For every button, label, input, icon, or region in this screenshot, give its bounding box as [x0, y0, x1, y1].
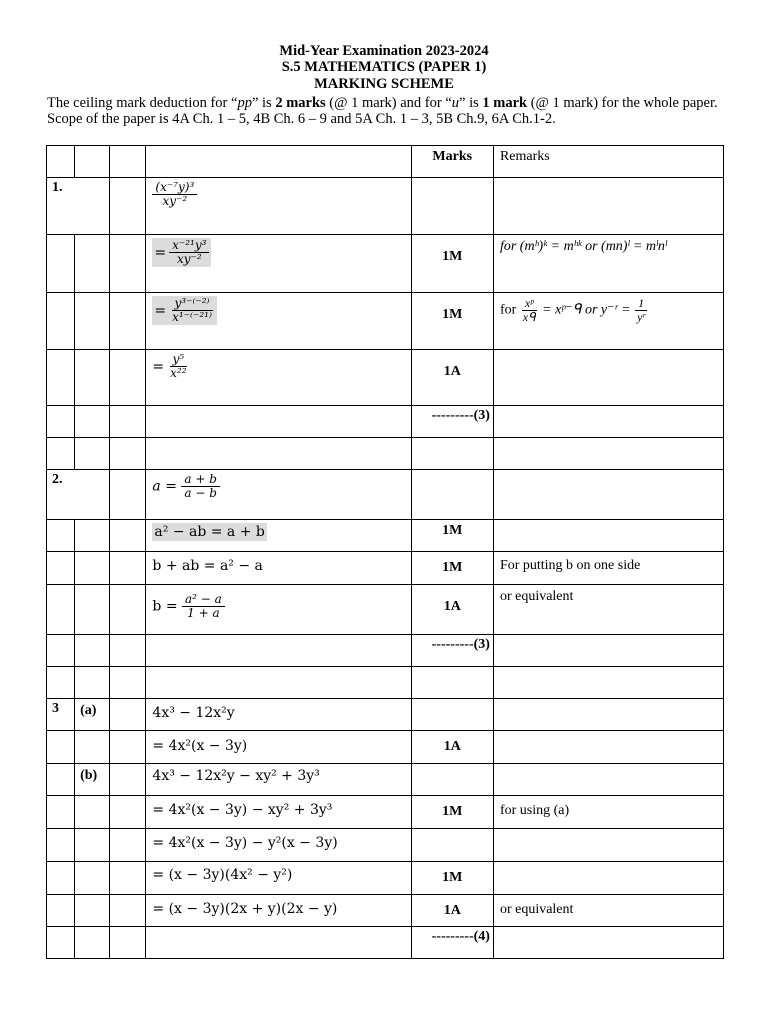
q3b-step5: = (x − 3y)(2x + y)(2x − y)	[146, 895, 411, 927]
marking-table	[46, 145, 724, 959]
table-row	[47, 552, 724, 585]
mark: 1M	[411, 862, 493, 895]
remark: or equivalent	[493, 895, 723, 927]
q2-step1: a² − ab = a + b	[146, 520, 411, 552]
intro-paragraph: The ceiling mark deduction for “pp” is 2 marks (@ 1 mark) and for “u” is 1 mark (@ 1 mark) for the whole paper. Scope of the paper is 4A Ch. 1 – 5, 4B Ch. 6 – 9 and 5A Ch. 1 – 3, 5B Ch.9, 6A Ch.1-2.	[47, 95, 718, 127]
subtotal: ---------(4)	[411, 927, 493, 959]
table-header-row	[47, 146, 724, 178]
mark: 1A	[411, 585, 493, 635]
mark: 1M	[411, 520, 493, 552]
q2-step2: b + ab = a² − a	[146, 552, 411, 585]
mark: 1M	[411, 796, 493, 829]
mark: 1A	[411, 895, 493, 927]
table-row	[47, 406, 724, 438]
table-row	[47, 699, 724, 731]
scheme-title: MARKING SCHEME	[314, 76, 454, 92]
table-row	[47, 350, 724, 406]
part-label: (a)	[75, 699, 110, 731]
subtotal: ---------(3)	[411, 635, 493, 667]
remark: For putting b on one side	[493, 552, 723, 585]
q3b-step4: = (x − 3y)(4x² − y²)	[146, 862, 411, 895]
question-number: 2.	[47, 470, 110, 520]
remark: for $\frac{\text{xᵖ}}{\text{xᑫ}}$ = xᵖ⁻ᑫ or y⁻ʳ = $\frac{1}{\text{yʳ}}$	[493, 293, 723, 350]
q3a-step1: 4x³ − 12x²y	[146, 699, 411, 731]
q2-step3: b = $\frac{\text{a² − a}}{1 + a}$	[146, 585, 411, 635]
mark: 1A	[411, 350, 493, 406]
table-row	[47, 235, 724, 293]
table-row	[47, 862, 724, 895]
table-row	[47, 178, 724, 235]
table-row	[47, 829, 724, 862]
table-row	[47, 667, 724, 699]
part-label: (b)	[75, 764, 110, 796]
table-row	[47, 520, 724, 552]
q1-step0: $\frac{\text{(x⁻⁷y)³}}{\text{xy⁻²}}$	[146, 178, 411, 235]
table-row	[47, 895, 724, 927]
remark: for (mʰ)ᵏ = mʰᵏ or (mn)ˡ = mˡnˡ	[493, 235, 723, 293]
table-row	[47, 796, 724, 829]
q1-step1: = $\frac{\text{x⁻²¹y³}}{\text{xy⁻²}}$	[146, 235, 411, 293]
exam-title: Mid-Year Examination 2023-2024	[279, 43, 489, 59]
table-row	[47, 927, 724, 959]
table-row	[47, 731, 724, 764]
table-row	[47, 470, 724, 520]
paper-title: S.5 MATHEMATICS (PAPER 1)	[281, 59, 487, 75]
table-row	[47, 438, 724, 470]
q3b-step3: = 4x²(x − 3y) − y²(x − 3y)	[146, 829, 411, 862]
table-row	[47, 635, 724, 667]
table-row	[47, 585, 724, 635]
q3b-step1: 4x³ − 12x²y − xy² + 3y³	[146, 764, 411, 796]
mark: 1M	[411, 235, 493, 293]
mark: 1M	[411, 552, 493, 585]
remark: or equivalent	[493, 585, 723, 635]
question-number: 1.	[47, 178, 110, 235]
remark: for using (a)	[493, 796, 723, 829]
marks-header: Marks	[411, 146, 493, 178]
q3b-step2: = 4x²(x − 3y) − xy² + 3y³	[146, 796, 411, 829]
mark: 1M	[411, 293, 493, 350]
table-row	[47, 764, 724, 796]
q2-given: a = $\frac{a + b}{a - b}$	[146, 470, 411, 520]
table-row	[47, 293, 724, 350]
mark: 1A	[411, 731, 493, 764]
q1-step2: = $\frac{\text{y³⁻⁽⁻²⁾}}{\text{x¹⁻⁽⁻²¹⁾}}$	[146, 293, 411, 350]
q1-step3: = $\frac{\text{y⁵}}{\text{x²²}}$	[146, 350, 411, 406]
q3a-step2: = 4x²(x − 3y)	[146, 731, 411, 764]
subtotal: ---------(3)	[411, 406, 493, 438]
question-number: 3	[47, 699, 75, 731]
remarks-header: Remarks	[493, 146, 723, 178]
